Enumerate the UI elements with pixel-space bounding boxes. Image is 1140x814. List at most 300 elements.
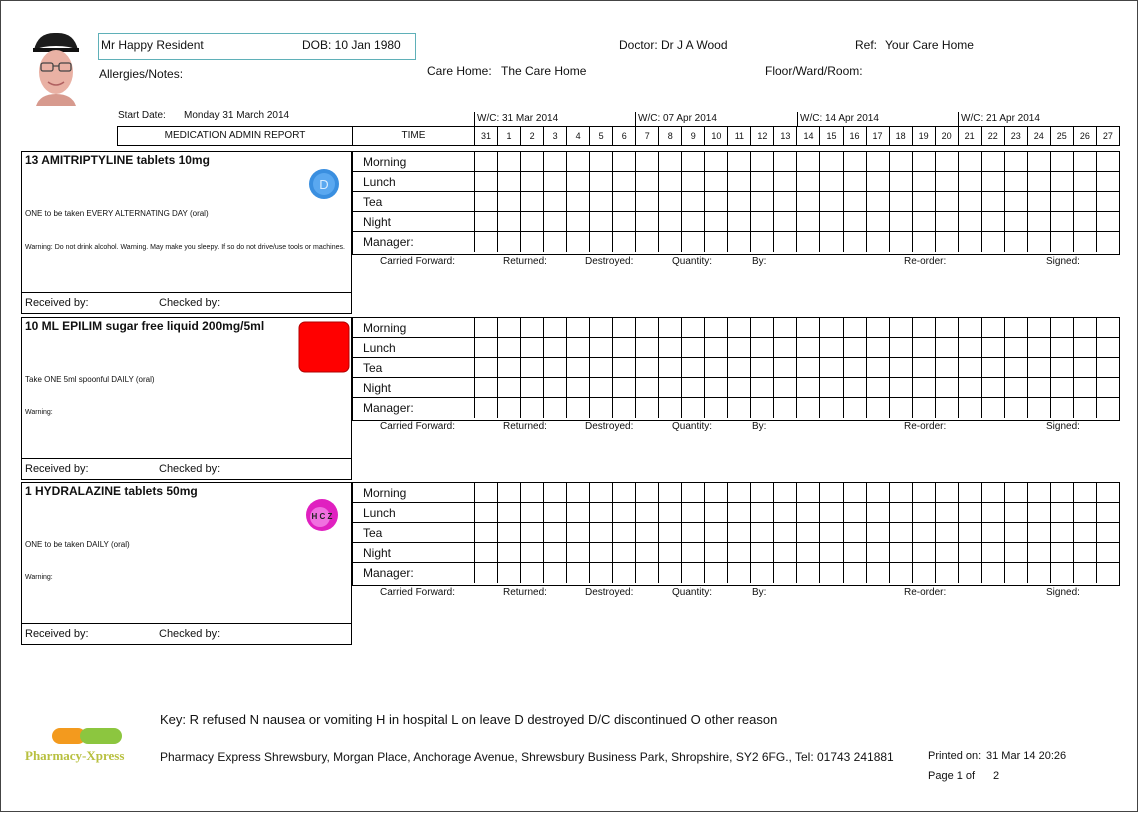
admin-entry-cell[interactable] — [567, 232, 590, 252]
admin-entry-cell[interactable] — [1028, 543, 1051, 562]
admin-entry-cell[interactable] — [705, 152, 728, 171]
admin-entry-cell[interactable] — [682, 398, 705, 418]
admin-entry-cell[interactable] — [1028, 172, 1051, 191]
admin-entry-cell[interactable] — [1028, 338, 1051, 357]
admin-entry-cell[interactable] — [844, 212, 867, 231]
admin-entry-cell[interactable] — [728, 563, 751, 583]
admin-entry-cell[interactable] — [613, 483, 636, 502]
admin-entry-cell[interactable] — [521, 338, 544, 357]
admin-entry-cell[interactable] — [913, 232, 936, 252]
admin-entry-cell[interactable] — [844, 192, 867, 211]
admin-entry-cell[interactable] — [1097, 338, 1119, 357]
admin-entry-cell[interactable] — [1074, 563, 1097, 583]
admin-entry-cell[interactable] — [820, 378, 843, 397]
admin-entry-cell[interactable] — [1005, 232, 1028, 252]
admin-entry-cell[interactable] — [797, 212, 820, 231]
admin-entry-cell[interactable] — [705, 338, 728, 357]
admin-entry-cell[interactable] — [1005, 523, 1028, 542]
admin-entry-cell[interactable] — [1051, 563, 1074, 583]
admin-entry-cell[interactable] — [590, 338, 613, 357]
admin-entry-cell[interactable] — [913, 338, 936, 357]
admin-entry-cell[interactable] — [636, 543, 659, 562]
admin-entry-cell[interactable] — [1028, 563, 1051, 583]
admin-entry-cell[interactable] — [1097, 398, 1119, 418]
admin-entry-cell[interactable] — [936, 398, 959, 418]
admin-entry-cell[interactable] — [1074, 172, 1097, 191]
admin-entry-cell[interactable] — [636, 318, 659, 337]
admin-entry-cell[interactable] — [728, 483, 751, 502]
admin-entry-cell[interactable] — [1097, 212, 1119, 231]
admin-entry-cell[interactable] — [475, 398, 498, 418]
admin-entry-cell[interactable] — [613, 232, 636, 252]
admin-entry-cell[interactable] — [659, 232, 682, 252]
admin-entry-cell[interactable] — [567, 358, 590, 377]
admin-entry-cell[interactable] — [774, 503, 797, 522]
admin-entry-cell[interactable] — [820, 212, 843, 231]
admin-entry-cell[interactable] — [1097, 523, 1119, 542]
admin-entry-cell[interactable] — [567, 543, 590, 562]
admin-entry-cell[interactable] — [1005, 503, 1028, 522]
admin-entry-cell[interactable] — [867, 523, 890, 542]
admin-entry-cell[interactable] — [959, 358, 982, 377]
admin-entry-cell[interactable] — [659, 483, 682, 502]
admin-entry-cell[interactable] — [1051, 398, 1074, 418]
admin-entry-cell[interactable] — [567, 338, 590, 357]
admin-entry-cell[interactable] — [498, 152, 521, 171]
admin-entry-cell[interactable] — [498, 358, 521, 377]
admin-entry-cell[interactable] — [521, 483, 544, 502]
admin-entry-cell[interactable] — [544, 483, 567, 502]
admin-entry-cell[interactable] — [936, 318, 959, 337]
admin-entry-cell[interactable] — [728, 152, 751, 171]
admin-entry-cell[interactable] — [636, 563, 659, 583]
admin-entry-cell[interactable] — [890, 152, 913, 171]
admin-entry-cell[interactable] — [867, 338, 890, 357]
admin-entry-cell[interactable] — [682, 523, 705, 542]
admin-entry-cell[interactable] — [751, 338, 774, 357]
admin-entry-cell[interactable] — [567, 192, 590, 211]
admin-entry-cell[interactable] — [959, 338, 982, 357]
admin-entry-cell[interactable] — [636, 358, 659, 377]
admin-entry-cell[interactable] — [751, 378, 774, 397]
admin-entry-cell[interactable] — [959, 503, 982, 522]
admin-entry-cell[interactable] — [659, 543, 682, 562]
admin-entry-cell[interactable] — [959, 212, 982, 231]
admin-entry-cell[interactable] — [659, 192, 682, 211]
admin-entry-cell[interactable] — [797, 232, 820, 252]
admin-entry-cell[interactable] — [521, 212, 544, 231]
admin-entry-cell[interactable] — [659, 378, 682, 397]
admin-entry-cell[interactable] — [590, 172, 613, 191]
admin-entry-cell[interactable] — [751, 172, 774, 191]
admin-entry-cell[interactable] — [959, 192, 982, 211]
admin-entry-cell[interactable] — [521, 318, 544, 337]
admin-entry-cell[interactable] — [1051, 523, 1074, 542]
admin-entry-cell[interactable] — [475, 483, 498, 502]
admin-entry-cell[interactable] — [498, 318, 521, 337]
admin-entry-cell[interactable] — [728, 503, 751, 522]
admin-entry-cell[interactable] — [751, 563, 774, 583]
admin-entry-cell[interactable] — [959, 152, 982, 171]
admin-entry-cell[interactable] — [982, 338, 1005, 357]
admin-entry-cell[interactable] — [797, 398, 820, 418]
admin-entry-cell[interactable] — [521, 503, 544, 522]
admin-entry-cell[interactable] — [544, 398, 567, 418]
admin-entry-cell[interactable] — [521, 358, 544, 377]
admin-entry-cell[interactable] — [590, 212, 613, 231]
admin-entry-cell[interactable] — [613, 338, 636, 357]
admin-entry-cell[interactable] — [1074, 152, 1097, 171]
admin-entry-cell[interactable] — [820, 398, 843, 418]
admin-entry-cell[interactable] — [751, 358, 774, 377]
admin-entry-cell[interactable] — [820, 338, 843, 357]
admin-entry-cell[interactable] — [1097, 358, 1119, 377]
admin-entry-cell[interactable] — [636, 338, 659, 357]
admin-entry-cell[interactable] — [1028, 503, 1051, 522]
admin-entry-cell[interactable] — [1074, 523, 1097, 542]
admin-entry-cell[interactable] — [1051, 378, 1074, 397]
admin-entry-cell[interactable] — [682, 318, 705, 337]
admin-entry-cell[interactable] — [959, 523, 982, 542]
admin-entry-cell[interactable] — [844, 358, 867, 377]
admin-entry-cell[interactable] — [982, 232, 1005, 252]
admin-entry-cell[interactable] — [936, 378, 959, 397]
admin-entry-cell[interactable] — [590, 523, 613, 542]
admin-entry-cell[interactable] — [1005, 398, 1028, 418]
admin-entry-cell[interactable] — [498, 523, 521, 542]
admin-entry-cell[interactable] — [544, 172, 567, 191]
admin-entry-cell[interactable] — [567, 398, 590, 418]
admin-entry-cell[interactable] — [797, 172, 820, 191]
admin-entry-cell[interactable] — [1005, 152, 1028, 171]
admin-entry-cell[interactable] — [544, 378, 567, 397]
admin-entry-cell[interactable] — [982, 192, 1005, 211]
admin-entry-cell[interactable] — [498, 563, 521, 583]
admin-entry-cell[interactable] — [682, 378, 705, 397]
admin-entry-cell[interactable] — [820, 232, 843, 252]
admin-entry-cell[interactable] — [913, 523, 936, 542]
admin-entry-cell[interactable] — [751, 318, 774, 337]
admin-entry-cell[interactable] — [498, 232, 521, 252]
admin-entry-cell[interactable] — [590, 232, 613, 252]
admin-entry-cell[interactable] — [890, 232, 913, 252]
admin-entry-cell[interactable] — [982, 483, 1005, 502]
admin-entry-cell[interactable] — [774, 398, 797, 418]
admin-entry-cell[interactable] — [913, 152, 936, 171]
admin-entry-cell[interactable] — [1074, 503, 1097, 522]
admin-entry-cell[interactable] — [728, 398, 751, 418]
admin-entry-cell[interactable] — [544, 563, 567, 583]
admin-entry-cell[interactable] — [682, 232, 705, 252]
admin-entry-cell[interactable] — [1005, 378, 1028, 397]
admin-entry-cell[interactable] — [475, 152, 498, 171]
admin-entry-cell[interactable] — [1074, 192, 1097, 211]
admin-entry-cell[interactable] — [705, 563, 728, 583]
admin-entry-cell[interactable] — [820, 523, 843, 542]
admin-entry-cell[interactable] — [844, 543, 867, 562]
admin-entry-cell[interactable] — [1074, 318, 1097, 337]
admin-entry-cell[interactable] — [682, 358, 705, 377]
admin-entry-cell[interactable] — [820, 483, 843, 502]
admin-entry-cell[interactable] — [498, 378, 521, 397]
admin-entry-cell[interactable] — [844, 338, 867, 357]
admin-entry-cell[interactable] — [890, 483, 913, 502]
admin-entry-cell[interactable] — [636, 503, 659, 522]
admin-entry-cell[interactable] — [659, 503, 682, 522]
admin-entry-cell[interactable] — [728, 212, 751, 231]
admin-entry-cell[interactable] — [867, 563, 890, 583]
admin-entry-cell[interactable] — [498, 338, 521, 357]
admin-entry-cell[interactable] — [613, 212, 636, 231]
admin-entry-cell[interactable] — [890, 378, 913, 397]
admin-entry-cell[interactable] — [728, 378, 751, 397]
admin-entry-cell[interactable] — [982, 212, 1005, 231]
admin-entry-cell[interactable] — [636, 152, 659, 171]
admin-entry-cell[interactable] — [751, 212, 774, 231]
admin-entry-cell[interactable] — [682, 152, 705, 171]
admin-entry-cell[interactable] — [682, 338, 705, 357]
admin-entry-cell[interactable] — [774, 523, 797, 542]
admin-entry-cell[interactable] — [521, 152, 544, 171]
admin-entry-cell[interactable] — [820, 152, 843, 171]
admin-entry-cell[interactable] — [659, 398, 682, 418]
admin-entry-cell[interactable] — [913, 398, 936, 418]
admin-entry-cell[interactable] — [705, 358, 728, 377]
admin-entry-cell[interactable] — [567, 378, 590, 397]
admin-entry-cell[interactable] — [659, 212, 682, 231]
admin-entry-cell[interactable] — [913, 378, 936, 397]
admin-entry-cell[interactable] — [659, 172, 682, 191]
admin-entry-cell[interactable] — [475, 338, 498, 357]
admin-entry-cell[interactable] — [1074, 398, 1097, 418]
admin-entry-cell[interactable] — [797, 503, 820, 522]
admin-entry-cell[interactable] — [1051, 212, 1074, 231]
admin-entry-cell[interactable] — [613, 152, 636, 171]
admin-entry-cell[interactable] — [936, 172, 959, 191]
admin-entry-cell[interactable] — [1074, 358, 1097, 377]
admin-entry-cell[interactable] — [890, 338, 913, 357]
admin-entry-cell[interactable] — [913, 172, 936, 191]
admin-entry-cell[interactable] — [936, 232, 959, 252]
admin-entry-cell[interactable] — [705, 172, 728, 191]
admin-entry-cell[interactable] — [475, 192, 498, 211]
admin-entry-cell[interactable] — [844, 172, 867, 191]
admin-entry-cell[interactable] — [1028, 398, 1051, 418]
admin-entry-cell[interactable] — [1028, 378, 1051, 397]
admin-entry-cell[interactable] — [1005, 543, 1028, 562]
admin-entry-cell[interactable] — [913, 212, 936, 231]
admin-entry-cell[interactable] — [544, 503, 567, 522]
admin-entry-cell[interactable] — [498, 503, 521, 522]
admin-entry-cell[interactable] — [844, 483, 867, 502]
admin-entry-cell[interactable] — [774, 338, 797, 357]
admin-entry-cell[interactable] — [1074, 378, 1097, 397]
admin-entry-cell[interactable] — [1097, 152, 1119, 171]
admin-entry-cell[interactable] — [613, 378, 636, 397]
admin-entry-cell[interactable] — [1074, 212, 1097, 231]
admin-entry-cell[interactable] — [982, 318, 1005, 337]
admin-entry-cell[interactable] — [913, 192, 936, 211]
admin-entry-cell[interactable] — [797, 318, 820, 337]
admin-entry-cell[interactable] — [774, 378, 797, 397]
admin-entry-cell[interactable] — [774, 172, 797, 191]
admin-entry-cell[interactable] — [890, 523, 913, 542]
admin-entry-cell[interactable] — [475, 318, 498, 337]
admin-entry-cell[interactable] — [867, 358, 890, 377]
admin-entry-cell[interactable] — [820, 318, 843, 337]
admin-entry-cell[interactable] — [1097, 318, 1119, 337]
admin-entry-cell[interactable] — [636, 232, 659, 252]
admin-entry-cell[interactable] — [797, 543, 820, 562]
admin-entry-cell[interactable] — [936, 543, 959, 562]
admin-entry-cell[interactable] — [1005, 483, 1028, 502]
admin-entry-cell[interactable] — [982, 358, 1005, 377]
admin-entry-cell[interactable] — [544, 523, 567, 542]
admin-entry-cell[interactable] — [959, 318, 982, 337]
admin-entry-cell[interactable] — [590, 378, 613, 397]
admin-entry-cell[interactable] — [682, 503, 705, 522]
admin-entry-cell[interactable] — [774, 318, 797, 337]
admin-entry-cell[interactable] — [705, 398, 728, 418]
admin-entry-cell[interactable] — [1074, 483, 1097, 502]
admin-entry-cell[interactable] — [797, 523, 820, 542]
admin-entry-cell[interactable] — [567, 563, 590, 583]
admin-entry-cell[interactable] — [521, 398, 544, 418]
admin-entry-cell[interactable] — [498, 212, 521, 231]
admin-entry-cell[interactable] — [705, 543, 728, 562]
admin-entry-cell[interactable] — [1005, 318, 1028, 337]
admin-entry-cell[interactable] — [959, 483, 982, 502]
admin-entry-cell[interactable] — [590, 483, 613, 502]
admin-entry-cell[interactable] — [475, 503, 498, 522]
admin-entry-cell[interactable] — [705, 192, 728, 211]
admin-entry-cell[interactable] — [1028, 483, 1051, 502]
admin-entry-cell[interactable] — [913, 318, 936, 337]
admin-entry-cell[interactable] — [705, 503, 728, 522]
admin-entry-cell[interactable] — [1051, 338, 1074, 357]
admin-entry-cell[interactable] — [1097, 543, 1119, 562]
admin-entry-cell[interactable] — [521, 523, 544, 542]
admin-entry-cell[interactable] — [1097, 483, 1119, 502]
admin-entry-cell[interactable] — [521, 232, 544, 252]
admin-entry-cell[interactable] — [959, 232, 982, 252]
admin-entry-cell[interactable] — [636, 523, 659, 542]
admin-entry-cell[interactable] — [774, 543, 797, 562]
admin-entry-cell[interactable] — [867, 212, 890, 231]
admin-entry-cell[interactable] — [475, 543, 498, 562]
admin-entry-cell[interactable] — [544, 192, 567, 211]
admin-entry-cell[interactable] — [1051, 172, 1074, 191]
admin-entry-cell[interactable] — [521, 543, 544, 562]
admin-entry-cell[interactable] — [936, 192, 959, 211]
admin-entry-cell[interactable] — [844, 563, 867, 583]
admin-entry-cell[interactable] — [867, 543, 890, 562]
admin-entry-cell[interactable] — [1051, 192, 1074, 211]
admin-entry-cell[interactable] — [844, 398, 867, 418]
admin-entry-cell[interactable] — [774, 358, 797, 377]
admin-entry-cell[interactable] — [820, 358, 843, 377]
admin-entry-cell[interactable] — [797, 483, 820, 502]
admin-entry-cell[interactable] — [751, 543, 774, 562]
admin-entry-cell[interactable] — [959, 378, 982, 397]
admin-entry-cell[interactable] — [890, 503, 913, 522]
admin-entry-cell[interactable] — [1097, 503, 1119, 522]
admin-entry-cell[interactable] — [936, 152, 959, 171]
admin-entry-cell[interactable] — [498, 398, 521, 418]
admin-entry-cell[interactable] — [544, 318, 567, 337]
admin-entry-cell[interactable] — [867, 378, 890, 397]
admin-entry-cell[interactable] — [1097, 563, 1119, 583]
admin-entry-cell[interactable] — [797, 338, 820, 357]
admin-entry-cell[interactable] — [1051, 318, 1074, 337]
admin-entry-cell[interactable] — [475, 523, 498, 542]
admin-entry-cell[interactable] — [774, 212, 797, 231]
admin-entry-cell[interactable] — [728, 232, 751, 252]
admin-entry-cell[interactable] — [1005, 358, 1028, 377]
admin-entry-cell[interactable] — [475, 358, 498, 377]
admin-entry-cell[interactable] — [1051, 503, 1074, 522]
admin-entry-cell[interactable] — [913, 543, 936, 562]
admin-entry-cell[interactable] — [890, 563, 913, 583]
admin-entry-cell[interactable] — [774, 192, 797, 211]
admin-entry-cell[interactable] — [705, 483, 728, 502]
admin-entry-cell[interactable] — [982, 398, 1005, 418]
admin-entry-cell[interactable] — [797, 358, 820, 377]
admin-entry-cell[interactable] — [936, 358, 959, 377]
admin-entry-cell[interactable] — [751, 523, 774, 542]
admin-entry-cell[interactable] — [1097, 232, 1119, 252]
admin-entry-cell[interactable] — [475, 172, 498, 191]
admin-entry-cell[interactable] — [475, 212, 498, 231]
admin-entry-cell[interactable] — [936, 563, 959, 583]
admin-entry-cell[interactable] — [844, 378, 867, 397]
admin-entry-cell[interactable] — [1005, 338, 1028, 357]
admin-entry-cell[interactable] — [890, 172, 913, 191]
admin-entry-cell[interactable] — [590, 398, 613, 418]
admin-entry-cell[interactable] — [590, 563, 613, 583]
admin-entry-cell[interactable] — [1074, 232, 1097, 252]
admin-entry-cell[interactable] — [959, 563, 982, 583]
admin-entry-cell[interactable] — [982, 543, 1005, 562]
admin-entry-cell[interactable] — [1051, 232, 1074, 252]
admin-entry-cell[interactable] — [1005, 172, 1028, 191]
admin-entry-cell[interactable] — [982, 152, 1005, 171]
admin-entry-cell[interactable] — [867, 172, 890, 191]
admin-entry-cell[interactable] — [1028, 232, 1051, 252]
admin-entry-cell[interactable] — [867, 483, 890, 502]
admin-entry-cell[interactable] — [867, 503, 890, 522]
admin-entry-cell[interactable] — [475, 378, 498, 397]
admin-entry-cell[interactable] — [820, 192, 843, 211]
admin-entry-cell[interactable] — [498, 543, 521, 562]
admin-entry-cell[interactable] — [659, 152, 682, 171]
admin-entry-cell[interactable] — [682, 172, 705, 191]
admin-entry-cell[interactable] — [728, 358, 751, 377]
admin-entry-cell[interactable] — [751, 232, 774, 252]
admin-entry-cell[interactable] — [867, 398, 890, 418]
admin-entry-cell[interactable] — [959, 398, 982, 418]
admin-entry-cell[interactable] — [567, 152, 590, 171]
admin-entry-cell[interactable] — [1028, 212, 1051, 231]
admin-entry-cell[interactable] — [705, 378, 728, 397]
admin-entry-cell[interactable] — [613, 503, 636, 522]
admin-entry-cell[interactable] — [498, 192, 521, 211]
admin-entry-cell[interactable] — [705, 318, 728, 337]
admin-entry-cell[interactable] — [705, 212, 728, 231]
admin-entry-cell[interactable] — [728, 172, 751, 191]
admin-entry-cell[interactable] — [890, 543, 913, 562]
admin-entry-cell[interactable] — [820, 543, 843, 562]
